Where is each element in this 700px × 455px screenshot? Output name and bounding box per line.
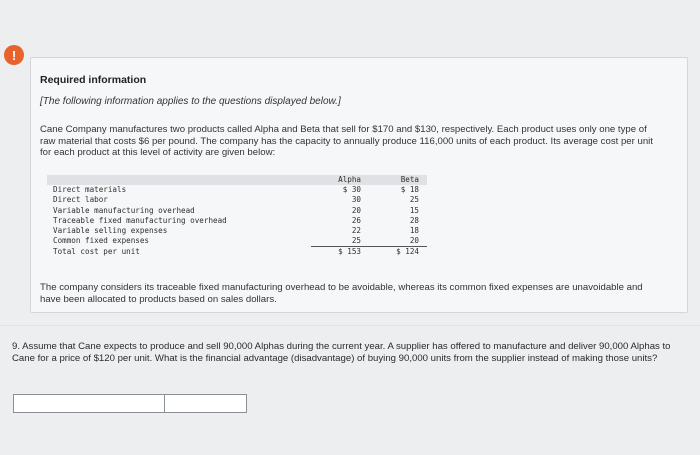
- row-label: Total cost per unit: [53, 247, 140, 257]
- beta-value: 28: [409, 215, 419, 225]
- answer-label-input[interactable]: [14, 395, 165, 412]
- answer-row: [13, 394, 247, 413]
- header-alpha: Alpha: [311, 175, 369, 185]
- alpha-value: 20: [351, 205, 361, 215]
- row-label: Variable manufacturing overhead: [53, 205, 195, 215]
- total-row: [47, 247, 427, 258]
- table-row: [47, 185, 427, 195]
- row-label: Direct labor: [53, 195, 108, 205]
- beta-value: $ 18: [400, 185, 419, 195]
- cost-per-unit-table: [47, 175, 427, 258]
- table-row: [47, 195, 427, 205]
- beta-value: 15: [409, 205, 419, 215]
- section-divider: [0, 325, 700, 326]
- question-text: 9. Assume that Cane expects to produce and sell 90,000 Alphas during the current year. A supplier has offered to manufacture and deliver 90,000 Alphas to Cane for a price of $120 per unit. What is the financial advantage (disadvantage) of buying 90,000 units from the supplier instead of making those units?: [12, 341, 671, 364]
- alpha-value: $ 30: [342, 185, 361, 195]
- beta-total: $ 124: [396, 247, 419, 257]
- table-header-row: [47, 175, 427, 185]
- alpha-value: 30: [351, 195, 361, 205]
- alpha-value: 22: [351, 226, 361, 236]
- row-label: Common fixed expenses: [53, 236, 150, 246]
- problem-closing-text: The company considers its traceable fixed manufacturing overhead to be avoidable, whereas its common fixed expenses are unavoidable and have been allocated to products based on sales dollars.: [40, 282, 643, 305]
- table-row: [47, 216, 427, 226]
- table-row: [47, 226, 427, 236]
- beta-value: 20: [369, 236, 427, 247]
- row-label: Traceable fixed manufacturing overhead: [53, 215, 227, 225]
- header-beta: Beta: [369, 175, 427, 185]
- problem-intro-text: Cane Company manufactures two products called Alpha and Beta that sell for $170 and $130, respectively. Each product uses only one type of raw material that costs $6 per pound. The company has the capacity to annually produce 116,000 units of each product. Its average cost per unit for each product at this level of activity are given below:: [40, 124, 653, 158]
- table-row: [47, 206, 427, 216]
- alert-icon: !: [4, 45, 24, 65]
- beta-value: 18: [409, 226, 419, 236]
- beta-value: 25: [409, 195, 419, 205]
- required-information-title: Required information: [40, 74, 147, 86]
- row-label: Variable selling expenses: [53, 226, 168, 236]
- header-blank: [47, 175, 311, 185]
- answer-value-input[interactable]: [165, 395, 246, 412]
- table-row: [47, 236, 427, 247]
- alpha-total: $ 153: [338, 247, 361, 257]
- alpha-value: 26: [351, 215, 361, 225]
- required-information-note: [The following information applies to the questions displayed below.]: [40, 96, 341, 107]
- row-label: Direct materials: [53, 185, 127, 195]
- alpha-value: 25: [311, 236, 369, 247]
